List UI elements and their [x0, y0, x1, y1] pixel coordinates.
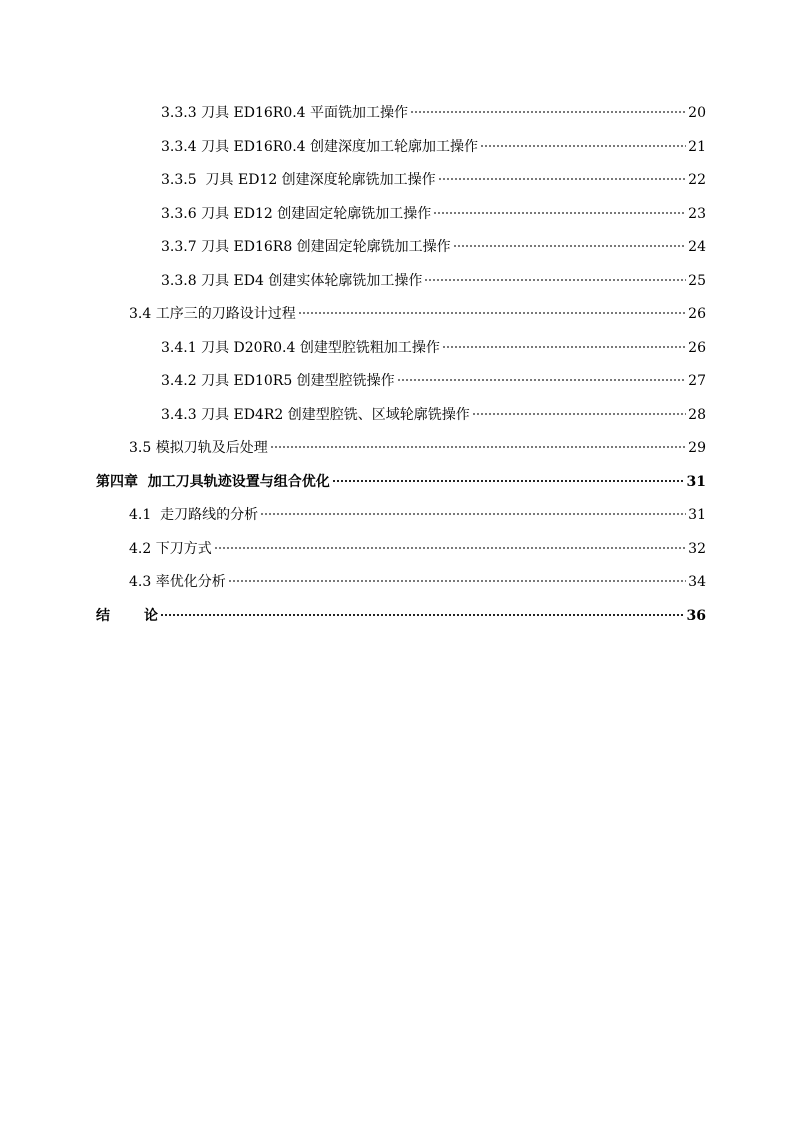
toc-page-number: 28 [688, 406, 706, 423]
toc-page-number: 34 [688, 574, 706, 590]
toc-entry-label: 3.3.3 刀具 ED16R0.4 平面铣加工操作 [161, 105, 409, 121]
toc-entry-label: 3.3.8 刀具 ED4 创建实体轮廓铣加工操作 [161, 272, 423, 289]
toc-entry[interactable] [96, 97, 706, 131]
toc-leader-dots [214, 547, 686, 549]
toc-page-number: 26 [688, 339, 706, 356]
toc-leader-dots [332, 480, 685, 482]
toc-leader-dots [480, 145, 686, 147]
toc-entry[interactable] [96, 499, 706, 533]
toc-entry[interactable] [96, 432, 706, 466]
toc-entry-label: 3.4.1 刀具 D20R0.4 创建型腔铣粗加工操作 [161, 339, 440, 356]
toc-entry-label: 3.3.4 刀具 ED16R0.4 创建深度加工轮廓加工操作 [161, 138, 479, 155]
toc-leader-dots [397, 379, 686, 381]
toc-entry[interactable] [96, 399, 706, 433]
table-of-contents [96, 97, 706, 633]
toc-entry[interactable] [96, 164, 706, 198]
toc-leader-dots [424, 279, 686, 281]
toc-entry-label: 3.3.5 刀具 ED12 创建深度轮廓铣加工操作 [161, 172, 436, 188]
toc-entry-label: 3.4.3 刀具 ED4R2 创建型腔铣、区域轮廓铣操作 [161, 406, 470, 423]
toc-entry-label: 3.4.2 刀具 ED10R5 创建型腔铣操作 [161, 373, 395, 389]
toc-entry-label: 第四章 加工刀具轨迹设置与组合优化 [96, 473, 330, 490]
toc-leader-dots [160, 614, 685, 616]
toc-conclusion-entry[interactable] [96, 600, 706, 634]
toc-leader-dots [260, 513, 686, 515]
toc-page-number: 29 [688, 440, 706, 456]
toc-entry-label: 4.3 率优化分析 [129, 574, 226, 590]
toc-entry[interactable] [96, 231, 706, 265]
toc-page-number: 32 [688, 540, 706, 557]
toc-page-number: 26 [688, 306, 706, 322]
toc-page-number: 23 [688, 205, 706, 222]
toc-page-number: 27 [688, 373, 706, 389]
toc-page-number: 22 [688, 172, 706, 188]
toc-page-number: 20 [688, 105, 706, 121]
toc-leader-dots [270, 446, 686, 448]
toc-chapter-entry[interactable] [96, 466, 706, 500]
toc-leader-dots [472, 413, 686, 415]
toc-entry-label: 结 论 [96, 607, 158, 624]
toc-page-number: 24 [688, 239, 706, 255]
toc-leader-dots [228, 580, 686, 582]
toc-page-number: 36 [686, 607, 706, 624]
toc-entry[interactable] [96, 198, 706, 232]
toc-leader-dots [410, 111, 686, 113]
toc-entry-label: 4.2 下刀方式 [129, 540, 212, 557]
toc-leader-dots [438, 178, 686, 180]
toc-page-number: 31 [686, 473, 706, 490]
toc-entry[interactable] [96, 332, 706, 366]
toc-leader-dots [453, 245, 686, 247]
toc-leader-dots [442, 346, 686, 348]
toc-entry[interactable] [96, 365, 706, 399]
toc-leader-dots [298, 312, 686, 314]
toc-entry-label: 3.4 工序三的刀路设计过程 [129, 306, 296, 322]
toc-leader-dots [433, 212, 686, 214]
toc-entry-label: 4.1 走刀路线的分析 [129, 507, 259, 523]
toc-entry-label: 3.5 模拟刀轨及后处理 [129, 440, 268, 456]
toc-entry[interactable] [96, 533, 706, 567]
toc-entry[interactable] [96, 131, 706, 165]
toc-entry[interactable] [96, 265, 706, 299]
toc-entry-label: 3.3.7 刀具 ED16R8 创建固定轮廓铣加工操作 [161, 239, 451, 255]
toc-entry-label: 3.3.6 刀具 ED12 创建固定轮廓铣加工操作 [161, 205, 432, 222]
toc-page-number: 25 [688, 272, 706, 289]
toc-page-number: 21 [688, 138, 706, 155]
toc-page-number: 31 [688, 507, 706, 523]
toc-entry[interactable] [96, 566, 706, 600]
toc-entry[interactable] [96, 298, 706, 332]
